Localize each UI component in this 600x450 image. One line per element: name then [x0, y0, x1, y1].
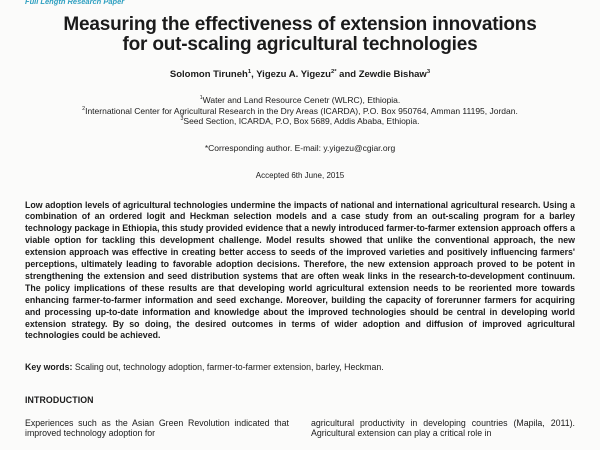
author-name: Zewdie Bishaw	[358, 69, 427, 80]
author-separator: and	[336, 69, 359, 80]
affiliations-block	[0, 95, 600, 127]
author-affiliation-marker: 2*	[330, 68, 337, 75]
corresponding-author-line: *Corresponding author. E-mail: y.yigezu@cgiar.org	[204, 142, 396, 153]
abstract-text: Low adoption levels of agricultural technologies undermine the impacts of national and international agricultural research. Using a combination of an ordered logit and Heckman selection models and a case study from an out-scaling program for a barley technology package in Ethiopia, this study provided evidence that a newly introduced farmer-to-farmer extension approach offers a viable option for tackling this development challenge. Model results showed that unlike the conventional approach, the new extension approach was effective in creating better access to seeds of the improved varieties and positively influencing farmers' perceptions, ultimately leading to favorable adoption decisions. Therefore, the new extension approach proved to be potent in strengthening the extension and seed distribution systems that are often weak links in the research-to-development continuum. The policy implications of these results are that developing world agricultural extension needs to be reoriented more towards enhancing farmer-to-farmer information and seed exchange. Moreover, building the capacity of forerunner farmers for acquiring and processing up-to-date information and knowledge about the improved technologies should be central in developing world extension strategy. By so doing, the desired outcomes in terms of wider adoption and diffusion of improved agricultural technologies could be achieved.	[25, 199, 575, 341]
author-affiliation-marker: 3	[426, 68, 431, 75]
affiliation-marker: 1	[199, 95, 203, 102]
keywords-text: Scaling out, technology adoption, farmer-to-farmer extension, barley, Heckman.	[72, 362, 384, 373]
affiliation-line	[0, 106, 600, 117]
affiliation-text: International Center for Agricultural Research in the Dry Areas (ICARDA), P.O. Box 950764, Amman 11195, Jordan.	[85, 105, 518, 116]
author-name: Solomon Tiruneh	[169, 69, 248, 80]
affiliation-marker: 3	[180, 116, 184, 123]
paper-title-line-1: Measuring the effectiveness of extension innovations	[63, 14, 537, 35]
accepted-date: Accepted 6th June, 2015	[255, 170, 345, 180]
affiliation-line	[0, 95, 600, 106]
introduction-column-left: Experiences such as the Asian Green Revolution indicated that improved technology adoption for	[25, 418, 289, 439]
author-separator: ,	[251, 69, 257, 80]
keywords-line	[25, 362, 575, 373]
paper-title-line-2: for out-scaling agricultural technologies	[122, 34, 478, 55]
paper-title	[0, 15, 600, 55]
affiliation-line	[0, 116, 600, 127]
authors-line	[0, 69, 600, 80]
affiliation-text: Water and Land Resource Cenetr (WLRC), Ethiopia.	[202, 95, 401, 105]
article-type-kicker: Full Length Research Paper	[25, 0, 125, 6]
affiliation-marker: 2	[82, 105, 86, 112]
author-name: Yigezu A. Yigezu	[256, 69, 331, 80]
introduction-column-right: agricultural productivity in developing countries (Mapila, 2011). Agricultural extension can play a critical role in	[311, 418, 575, 439]
affiliation-text: Seed Section, ICARDA, P.O, Box 5689, Addis Ababa, Ethiopia.	[183, 116, 420, 126]
introduction-columns	[25, 418, 575, 438]
introduction-heading: INTRODUCTION	[25, 395, 94, 406]
keywords-label: Key words:	[25, 362, 73, 373]
author-affiliation-marker: 1	[247, 68, 252, 75]
